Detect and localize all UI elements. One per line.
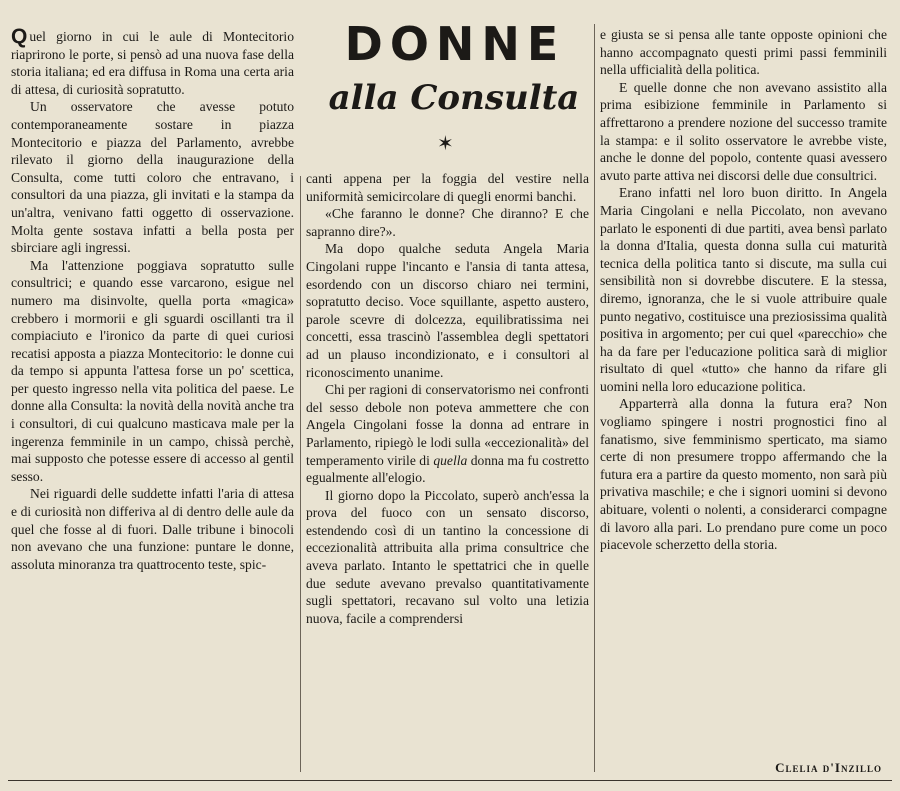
headline-subtitle: alla Consulta: [328, 78, 580, 118]
emphasized-word: quella: [433, 452, 468, 468]
paragraph: [11, 25, 294, 98]
paragraph: Apparterrà alla donna la futura era? Non vogliamo spingere i nostri prognostici fino al fanatismo, sive femminismo sperticato, ma siamo certe di non presumere troppo affermando che la futura era a partire da questo momento, non sarà più privativa maschile; e che i signori uomini si devono abituare, volenti o nolenti, a considerarci compagne di lavoro alla pari. Lo prendano pure come un poco piacevole scherzetto della storia.: [600, 396, 887, 553]
paragraph: Nei riguardi delle suddette infatti l'aria di attesa e di curiosità non differiva al di dentro delle aule da quel che fosse al di fuori. Dalle tribune i binocoli non avevano che una funzione: puntare le donne, assoluta minoranza tra quattrocento teste, spic-: [11, 486, 294, 572]
paragraph: Ma l'attenzione poggiava sopratutto sulle consultrici; e quando esse varcarono, esigue nel numero ma disinvolte, quella porta «magica» crebbero i mormorii e gli sguardi oscillanti tra il compiaciuto e l'ironico da parte di quei curiosi recatisi apposta a piazza Montecitorio: le donne cui da tempo si appunta l'attesa forse un po' scettica, per questo ingresso nella vita politica del paese. Le donne alla Consulta: la novità della novità anche tra i consultori, di cui qualcuno masticava male per la ingerenza femminile in un campo, chissà perchè, mai supposto che potesse essere di accesso al gentil sesso.: [11, 257, 294, 484]
paragraph: [306, 381, 589, 487]
article-column-2: [306, 170, 589, 627]
paragraph-text: uel giorno in cui le aule di Montecitorio riaprirono le porte, si pensò ad una nuova fase della storia italiana; ed era diffusa in Roma una certa aria di attesa, di curiosità sopratutto.: [11, 29, 294, 97]
star-ornament-icon: ✶: [437, 133, 454, 155]
paragraph: Un osservatore che avesse potuto contemporaneamente sostare in piazza Montecitorio e piazza del Parlamento, avrebbe rilevato il giorno della inaugurazione della Consulta, come tutti coloro che entravano, i consultori da una piazza, gli invitati e la stampa da un'altra, venivano fatti oggetto di osservazione. Molta gente sostava infatti a bella posta per sbirciare agli ingressi.: [11, 99, 294, 256]
drop-cap: Q: [11, 25, 28, 48]
paragraph: Erano infatti nel loro buon diritto. In Angela Maria Cingolani e nella Piccolato, non avevano parlato le esponenti di due partiti, avea bensì parlato la donna d'Italia, questa donna sulla cui maturità tecnica della politica tanto si discute, ma sulla cui sensibilità non si dovrebbe discutere. E la stessa, diremo, ignoranza, che le si vuole attribuire quale punto negativo, costituisce una preziosissima qualità positiva in argomento; per cui quel «parecchio» che ha da fare per l'educazione politica sarà di miglior risultato di quel «tutto» che hanno da rifare gli uomini nella loro educazione politica.: [600, 185, 887, 394]
column-divider: [300, 176, 301, 772]
paragraph: canti appena per la foggia del vestire nella uniformità semicircolare di quegli enormi banchi.: [306, 171, 589, 204]
paragraph: E quelle donne che non avevano assistito alla prima esibizione femminile in Parlamento si affrettarono a prendere nozione del successo tramite la stampa: e il solito osservatore le avrebbe viste, anche le donne del popolo, contente quasi avessero avuto parte attiva nei discorsi delle due consultrici.: [600, 79, 887, 183]
paragraph: Il giorno dopo la Piccolato, superò anch'essa la prova del fuoco con un sensato discorso, estendendo così di un tantino la concessione di eccezionalità attribuita alla prima consultrice che aveva parlato. Intanto le spettatrici che in quelle due sedute avevano prevalso quantitativamente sugli spettatori, recavano sul volto una letizia nuova, facile a comprendersi: [306, 487, 589, 626]
paragraph: e giusta se si pensa alle tante opposte opinioni che hanno accompagnato questi primi passi femminili nella ufficialità della politica.: [600, 27, 887, 78]
article-column-3: [600, 26, 887, 554]
paragraph: «Che faranno le donne? Che diranno? E che sapranno dire?».: [306, 206, 589, 239]
column-divider: [594, 24, 595, 772]
headline-title: DONNE: [344, 17, 566, 71]
author-signature: Clelia d'Inzillo: [775, 760, 882, 775]
paragraph-text: donna ma fu costretto egualmente all'elogio.: [306, 452, 589, 486]
article-column-1: [11, 25, 294, 573]
bottom-rule: [8, 780, 892, 781]
paragraph-text: Chi per ragioni di conservatorismo nei confronti del sesso debole non poteva ammettere che con Angela Cingolani fosse la donna ad entrare in Parlamento, ripiegò le lodi sulla «eccezionalità» del temperamento virile di: [306, 382, 589, 468]
paragraph: Ma dopo qualche seduta Angela Maria Cingolani ruppe l'incanto e l'ansia di tanta attesa, esordendo con un discorso chiaro nei termini, sopratutto deciso. Voce squillante, aspetto austero, parole scevre di dolcezza, equilibratissima nei concetti, essa trascinò l'assemblea degli spettatori ad un plauso incondizionato, e i consultori al riconoscimento unanime.: [306, 241, 589, 380]
